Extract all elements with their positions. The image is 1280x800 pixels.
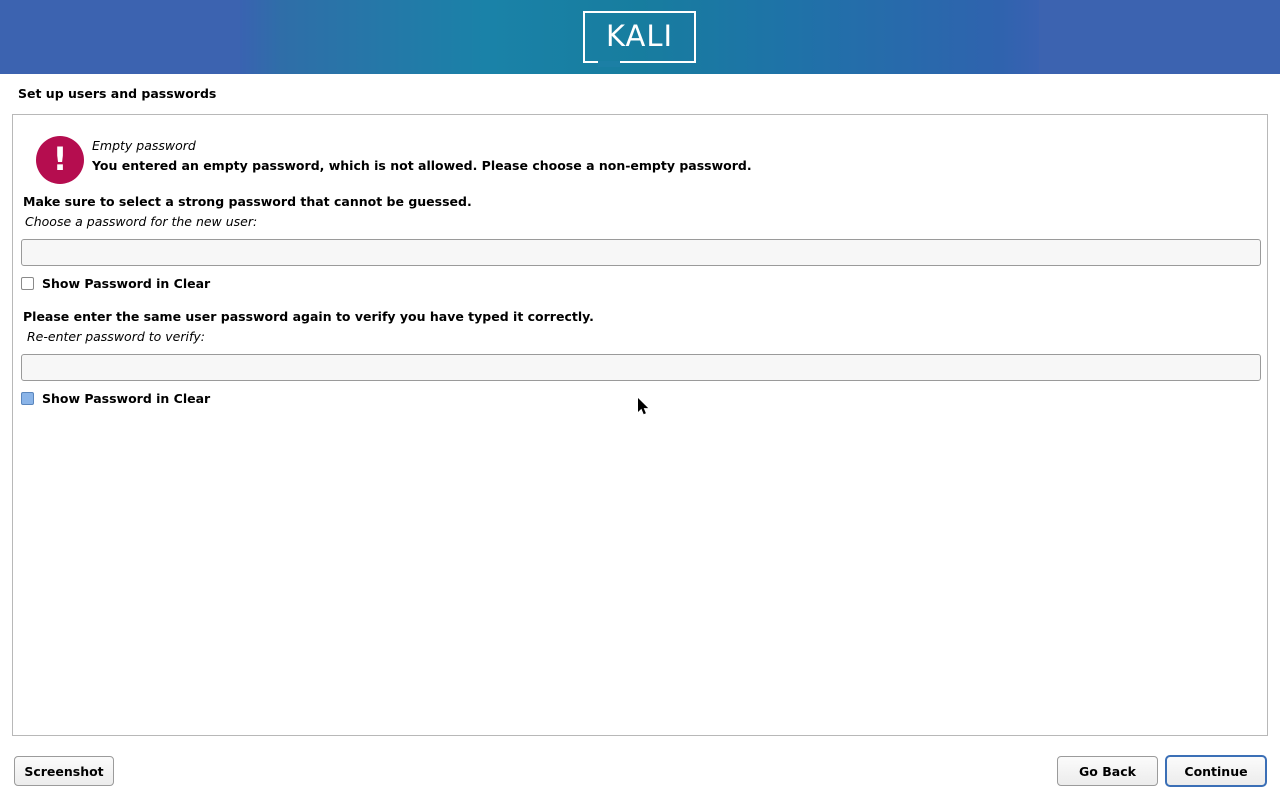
exclamation-glyph: ! (52, 139, 68, 178)
continue-button[interactable]: Continue (1165, 755, 1267, 787)
kali-logo-notch (598, 61, 620, 67)
show-password-checkbox-row-2[interactable] (21, 391, 210, 406)
show-password-label-2: Show Password in Clear (42, 391, 211, 406)
exclamation-icon (36, 136, 84, 184)
password-input[interactable] (21, 239, 1261, 266)
kali-banner (0, 0, 1280, 74)
go-back-button[interactable]: Go Back (1057, 756, 1158, 786)
kali-logo-text: KALI (605, 18, 674, 53)
kali-logo-icon (583, 11, 696, 63)
show-password-checkbox-2[interactable] (21, 392, 34, 405)
banner-left-block (0, 0, 240, 74)
screenshot-button[interactable]: Screenshot (14, 756, 114, 786)
password-strength-note: Make sure to select a strong password that cannot be guessed. (23, 194, 472, 209)
error-message: You entered an empty password, which is not allowed. Please choose a non-empty password. (92, 158, 752, 173)
password-field-label: Choose a password for the new user: (25, 214, 258, 229)
error-title: Empty password (92, 138, 196, 153)
installer-main-panel (12, 114, 1268, 736)
show-password-checkbox-1[interactable] (21, 277, 34, 290)
show-password-label-1: Show Password in Clear (42, 276, 211, 291)
verify-field-label: Re-enter password to verify: (27, 329, 205, 344)
password-verify-input[interactable] (21, 354, 1261, 381)
show-password-checkbox-row-1[interactable] (21, 276, 210, 291)
page-title: Set up users and passwords (18, 86, 217, 101)
banner-right-block (1039, 0, 1280, 74)
verify-note: Please enter the same user password again to verify you have typed it correctly. (23, 309, 594, 324)
